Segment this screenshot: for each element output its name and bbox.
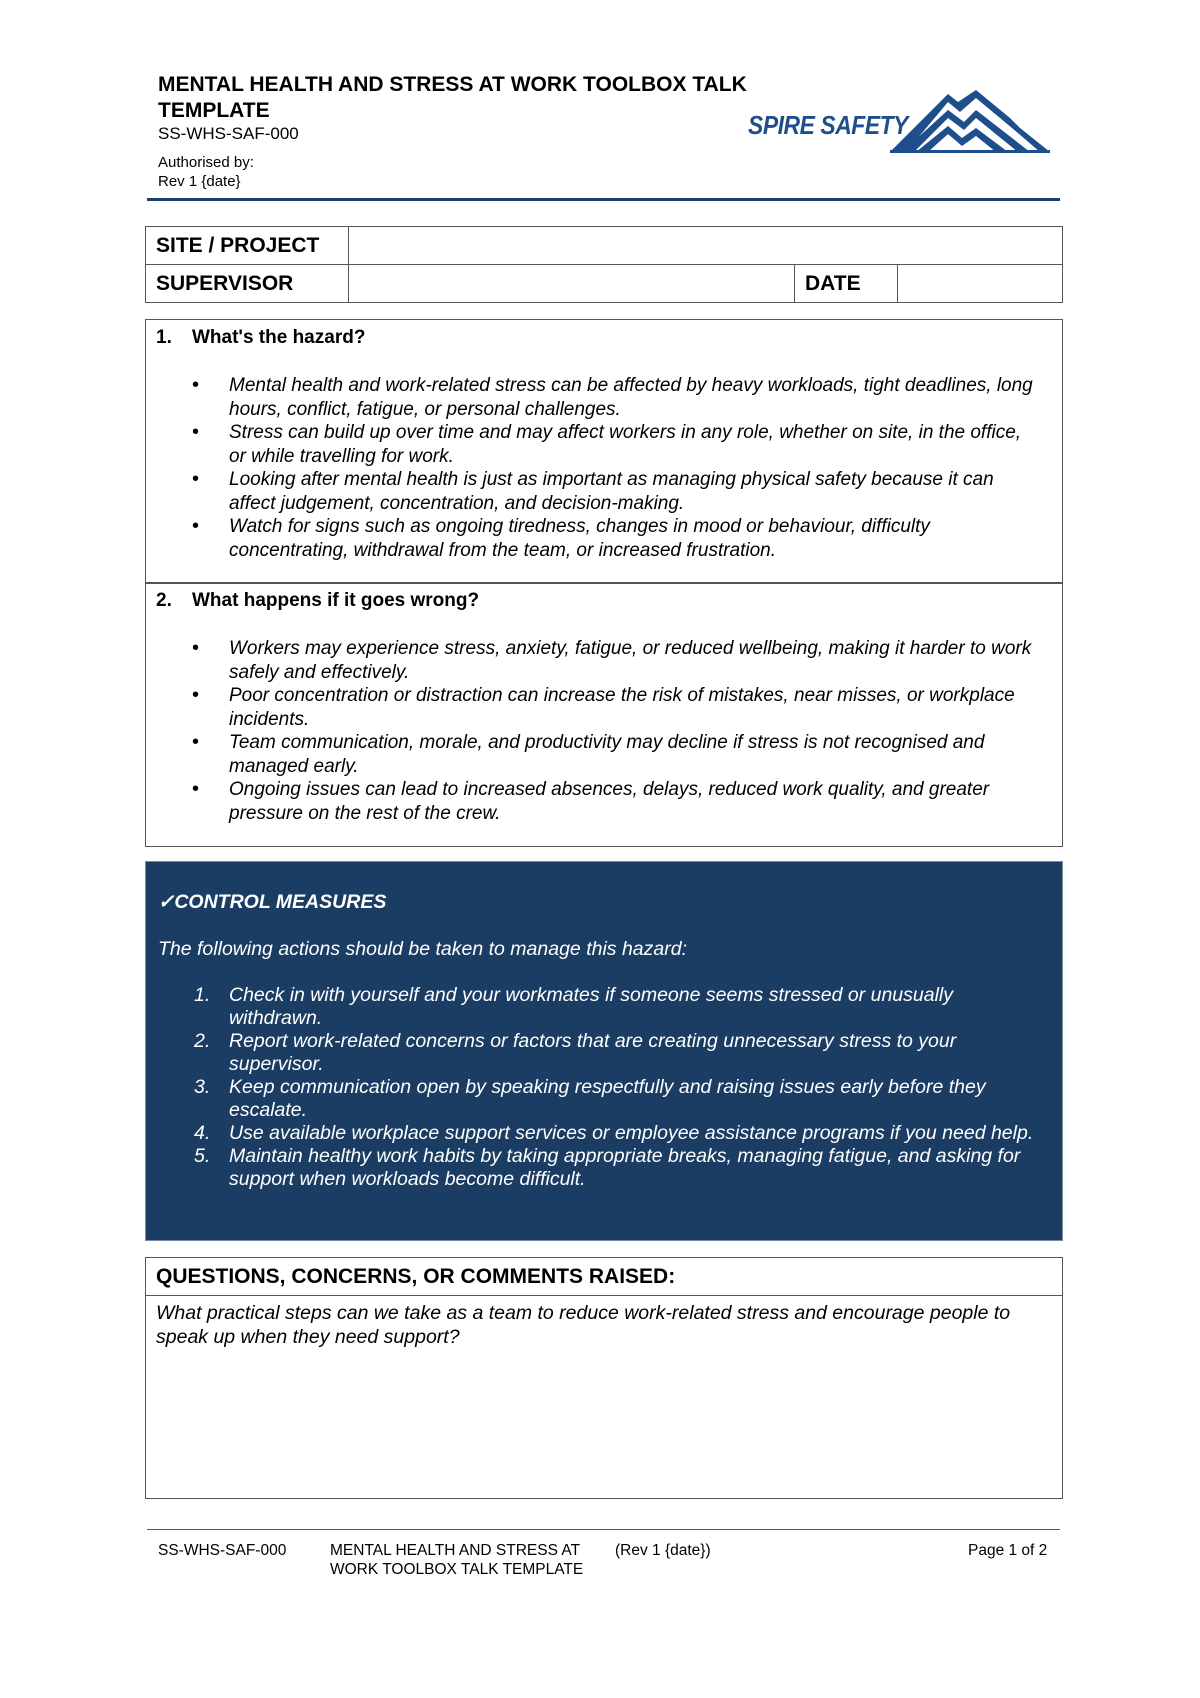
questions-prompt: What practical steps can we take as a team to reduce work-related stress and encourage people to speak up when they need support? (156, 1302, 1011, 1348)
list-item (146, 1145, 1064, 1191)
hazard-list (146, 374, 1062, 562)
mountain-logo-icon (880, 88, 1050, 158)
hazard-heading (156, 326, 1062, 350)
item-text: Keep communication open by speaking respectfully and raising issues early before they escalate. (229, 1076, 986, 1121)
list-item: • Team communication, morale, and productivity may decline if stress is not recognised and managed early. (146, 731, 1062, 778)
spire-safety-logo (740, 88, 1050, 158)
footer-doc-code: SS-WHS-SAF-000 (158, 1542, 287, 1559)
list-item: • Workers may experience stress, anxiety, fatigue, or reduced wellbeing, making it harder to work safely and effectively. (146, 637, 1062, 684)
item-number: 3. (194, 1076, 211, 1098)
section-number: 2. (156, 590, 172, 611)
supervisor-field[interactable] (349, 265, 795, 303)
header-divider (147, 198, 1060, 201)
list-item: • Stress can build up over time and may affect workers in any role, whether on site, in the office, or while travelling for work. (146, 421, 1062, 468)
document-title: MENTAL HEALTH AND STRESS AT WORK TOOLBOX TALK TEMPLATE (158, 73, 747, 122)
site-project-label: SITE / PROJECT (146, 227, 349, 265)
item-number: 1. (194, 984, 211, 1006)
control-measures-title: ✓CONTROL MEASURES (158, 891, 387, 913)
item-text: Maintain healthy work habits by taking appropriate breaks, managing fatigue, and asking for support when workloads become difficult. (229, 1145, 1021, 1190)
list-item (146, 984, 1064, 1030)
questions-field[interactable] (146, 1296, 1063, 1499)
consequences-section (145, 582, 1063, 847)
site-info-table (145, 226, 1063, 303)
footer-divider (147, 1529, 1060, 1530)
list-item: • Looking after mental health is just as important as managing physical safety because it can affect judgement, concentration, and decision-making. (146, 468, 1062, 515)
item-text: Check in with yourself and your workmates if someone seems stressed or unusually withdrawn. (229, 984, 953, 1029)
list-item (146, 1030, 1064, 1076)
control-measures-list (146, 984, 1064, 1191)
item-text: Report work-related concerns or factors that are creating unnecessary stress to your supervisor. (229, 1030, 957, 1075)
list-item (146, 1122, 1064, 1145)
revision-label: Rev 1 {date} (158, 173, 241, 190)
footer-revision: (Rev 1 {date}) (615, 1542, 711, 1559)
list-item: • Mental health and work-related stress can be affected by heavy workloads, tight deadlines, long hours, conflict, fatigue, or personal challenges. (146, 374, 1062, 421)
date-field[interactable] (898, 265, 1063, 303)
questions-table (145, 1257, 1063, 1499)
date-label: DATE (795, 265, 898, 303)
footer-page-number: Page 1 of 2 (968, 1542, 1048, 1559)
consequences-heading (156, 589, 1062, 613)
consequences-list (146, 637, 1062, 825)
list-item: • Poor concentration or distraction can increase the risk of mistakes, near misses, or workplace incidents. (146, 684, 1062, 731)
section-heading-text: What's the hazard? (192, 327, 366, 348)
document-code: SS-WHS-SAF-000 (158, 124, 299, 143)
item-number: 5. (194, 1145, 211, 1167)
footer-title: MENTAL HEALTH AND STRESS AT WORK TOOLBOX TALK TEMPLATE (330, 1542, 584, 1578)
item-number: 4. (194, 1122, 211, 1144)
supervisor-row (146, 265, 1063, 303)
section-heading-text: What happens if it goes wrong? (192, 590, 480, 611)
logo-text: SPIRE SAFETY (748, 110, 909, 140)
authorisation-block (158, 153, 254, 191)
section-number: 1. (156, 327, 172, 348)
list-item: • Watch for signs such as ongoing tiredness, changes in mood or behaviour, difficulty concentrating, withdrawal from the team, or increased frustration. (146, 515, 1062, 562)
site-row (146, 227, 1063, 265)
supervisor-label: SUPERVISOR (146, 265, 349, 303)
authorised-by-label: Authorised by: (158, 154, 254, 171)
control-measures-panel (145, 861, 1063, 1241)
control-measures-intro: The following actions should be taken to manage this hazard: (158, 938, 687, 960)
hazard-section (145, 319, 1063, 584)
item-text: Use available workplace support services or employee assistance programs if you need help. (229, 1122, 1034, 1144)
site-project-field[interactable] (349, 227, 1063, 265)
item-number: 2. (194, 1030, 211, 1052)
questions-heading: QUESTIONS, CONCERNS, OR COMMENTS RAISED: (146, 1258, 1063, 1296)
list-item: • Ongoing issues can lead to increased absences, delays, reduced work quality, and greater pressure on the rest of the crew. (146, 778, 1062, 825)
list-item (146, 1076, 1064, 1122)
